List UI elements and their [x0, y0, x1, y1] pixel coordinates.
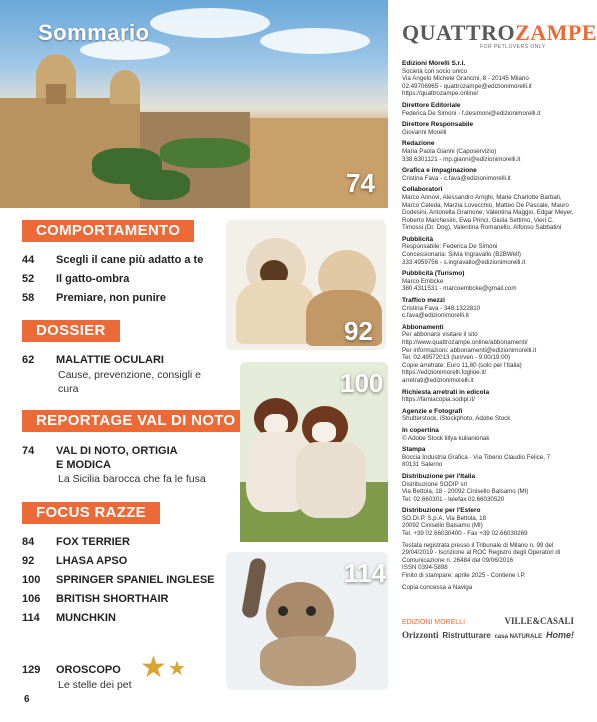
credit-block	[402, 297, 574, 320]
credit-heading: Stampa	[402, 446, 426, 454]
credit-text: Marco Embcke 380.4311531 - marcoembcke@gmail.com	[402, 277, 517, 293]
credit-heading: Direttore Responsabile	[402, 121, 474, 129]
toc-entry[interactable]: 62 MALATTIE OCULARI	[22, 354, 164, 366]
credit-block	[402, 60, 574, 98]
credit-text: https://famiacopia.sodipi.it/	[402, 396, 475, 404]
section-header-reportage: REPORTAGE VAL DI NOTO	[22, 410, 249, 432]
credit-text: Copia concessa a Naviga	[402, 583, 473, 591]
logo-tagline: FOR PETLOVERS ONLY	[480, 44, 546, 50]
section-header-focus-razze: FOCUS RAZZE	[22, 502, 160, 524]
credit-block	[402, 236, 574, 266]
section-header-comportamento: COMPORTAMENTO	[22, 220, 194, 242]
credit-text: Per abbonarsi visitare il sito http://www.quattrozampe.online/abbonamenti/ Per informazioni: abbonamenti@edizionimorelli.it Tel. 02.49572013 (lun/ven - 9:00/19:00) Copie arretrate: Euro 11,80 (solo per l'Italia) https://edizionimorelli.foglioe.it/ arretrati@edizionimorelli.it	[402, 331, 537, 384]
credit-heading: Pubblicità (Turismo)	[402, 270, 465, 278]
credit-heading: In copertina	[402, 426, 439, 434]
page-title: Sommario	[38, 20, 150, 45]
credit-block	[402, 542, 574, 580]
photo-page-ref: 114	[344, 558, 386, 588]
credit-block	[402, 324, 574, 385]
credit-heading: Traffico mezzi	[402, 297, 445, 305]
toc-entry-horoscope[interactable]: 129 OROSCOPO	[22, 664, 121, 676]
credit-text: Federica De Simoni - f.desimoni@edizionimorelli.it	[402, 109, 541, 117]
brand-home: Home!	[545, 630, 574, 640]
credit-block	[402, 102, 574, 117]
credit-heading: Edizioni Morelli S.r.l.	[402, 60, 466, 67]
page-number: 6	[24, 694, 30, 705]
credit-block	[402, 167, 574, 182]
brand-logos	[402, 616, 574, 640]
credit-block	[402, 427, 574, 442]
credit-text: Testata registrata presso il Tribunale di Milano n. 99 del 29/04/2019 - Iscrizione al ROC Registro degli Operatori di Comunicazione n. 26484 del 09/06/2016 ISSN 0394-5898 Finito di stampare: aprile 2025 - Contiene I.P.	[402, 541, 561, 580]
credit-text: Shutterstock, iStockphoto, Adobe Stock	[402, 415, 511, 423]
photo-lhasa-apso	[226, 220, 386, 350]
credit-block	[402, 584, 574, 592]
credit-text: Società con socio unico Via Angelo Michele Grancini, 8 - 20145 Milano 02.49706965 - quattrozampe@edizionimorelli.it https://quattrozampe.online/	[402, 67, 532, 98]
masthead-credits	[402, 60, 574, 595]
credit-text: Boccia Industria Grafica - Via Tiberio Claudio Felice, 7 80131 Salerno	[402, 453, 551, 469]
credit-block	[402, 507, 574, 537]
credit-text: Distribuzione SODIP srl Via Bettola, 18 - 20092 Cinisello Balsamo (MI) Tel. 02.660301 - telefax 02.66030520	[402, 480, 529, 503]
credit-heading: Distribuzione per l'Italia	[402, 472, 476, 480]
credit-text: Giovanni Morelli	[402, 128, 447, 136]
brand-orizzonti: Orizzonti	[402, 630, 439, 640]
credit-heading: Distribuzione per l'Estero	[402, 507, 481, 515]
toc-entry[interactable]: 92 LHASA APSO	[22, 555, 128, 567]
brand-ristrutturare: Ristrutturare	[442, 631, 491, 640]
credit-heading: Collaboratori	[402, 186, 443, 194]
star-icon: ★	[168, 658, 186, 680]
photo-munchkin-kitten	[226, 552, 388, 690]
credit-block	[402, 270, 574, 293]
brand-edizioni-morelli: EDIZIONI MORELLI	[402, 619, 466, 626]
toc-entry[interactable]: 74 VAL DI NOTO, ORTIGIA E MODICA	[22, 445, 178, 471]
star-icon: ★	[140, 651, 167, 684]
toc-entry-subtitle: Cause, prevenzione, consigli e cura	[58, 369, 202, 395]
credit-text: © Adobe Stock lillya kulianionak	[402, 434, 490, 442]
photo-page-ref: 100	[340, 368, 384, 398]
toc-entry[interactable]: 58 Premiare, non punire	[22, 292, 167, 304]
hero-page-ref: 74	[346, 168, 375, 198]
toc-entry[interactable]: 114 MUNCHKIN	[22, 612, 116, 624]
credit-text: Marco Annovi, Alessandro Arrighi, Marie Charlotte Barbati, Marco Celeda, Marzia Lovecchio, Matteo De Pascale, Mauro Dodesini, Antonella Gramone, Valentina Maggio, Edgar Meyer, Roberto Marchesini, Ewa Princi, Giulia Settimo, Vieri C. Timossi (Dr. Dog), Valentina Romanello, Alfonso Sabbatini	[402, 193, 574, 232]
credit-block	[402, 446, 574, 469]
brand-ville-casali: VILLE&CASALI	[504, 616, 574, 626]
masthead-column	[388, 0, 597, 722]
credit-text: Responsabile: Federica De Simoni Concessionaria: Silvia Ingravallo (B2BWell) 333.4959756 - s.ingravallo@edizionimorelli.it	[402, 243, 526, 266]
credit-block	[402, 408, 574, 423]
credit-block	[402, 186, 574, 232]
credit-block	[402, 140, 574, 163]
credit-text: Cristina Fava - 348.1322810 c.fava@edizionimorelli.it	[402, 304, 481, 320]
credit-block	[402, 121, 574, 136]
credit-text: Maria Paola Gianni (Caposervizio) 338.6301121 - mp.gianni@edizionimorelli.it	[402, 147, 521, 163]
credit-block	[402, 389, 574, 404]
credit-heading: Pubblicità	[402, 235, 434, 243]
credit-text: Cristina Fava - c.fava@edizionimorelli.it	[402, 174, 511, 182]
credit-heading: Agenzie e Fotografi	[402, 407, 463, 415]
toc-entry[interactable]: 44 Scegli il cane più adatto a te	[22, 254, 204, 266]
toc-entry[interactable]: 100 SPRINGER SPANIEL INGLESE	[22, 574, 215, 586]
credit-heading: Grafica e impaginazione	[402, 167, 477, 175]
magazine-logo: QUATTROZAMPE	[402, 20, 597, 45]
section-header-dossier: DOSSIER	[22, 320, 120, 342]
credit-heading: Direttore Editoriale	[402, 101, 461, 109]
credit-heading: Richiesta arretrati in edicola	[402, 388, 490, 396]
credit-block	[402, 473, 574, 503]
toc-entry[interactable]: 106 BRITISH SHORTHAIR	[22, 593, 169, 605]
credit-heading: Redazione	[402, 140, 435, 148]
photo-page-ref: 92	[344, 316, 373, 346]
toc-entry[interactable]: 84 FOX TERRIER	[22, 536, 130, 548]
toc-entry-subtitle: La Sicilia barocca che fa le fusa	[58, 473, 206, 485]
photo-springer-spaniel	[240, 362, 388, 542]
brand-casa-naturale: casa NATURALE	[494, 634, 543, 640]
toc-entry-subtitle: Le stelle dei pet	[58, 679, 132, 691]
credit-text: SO.DI.P. S.p.A. Via Bettola, 18 20092 Cinisello Balsamo (MI) Tel. +39 02.66030400 - Fax +39 02.66030269	[402, 514, 528, 538]
toc-entry[interactable]: 52 Il gatto-ombra	[22, 273, 130, 285]
credit-heading: Abbonamenti	[402, 323, 444, 331]
